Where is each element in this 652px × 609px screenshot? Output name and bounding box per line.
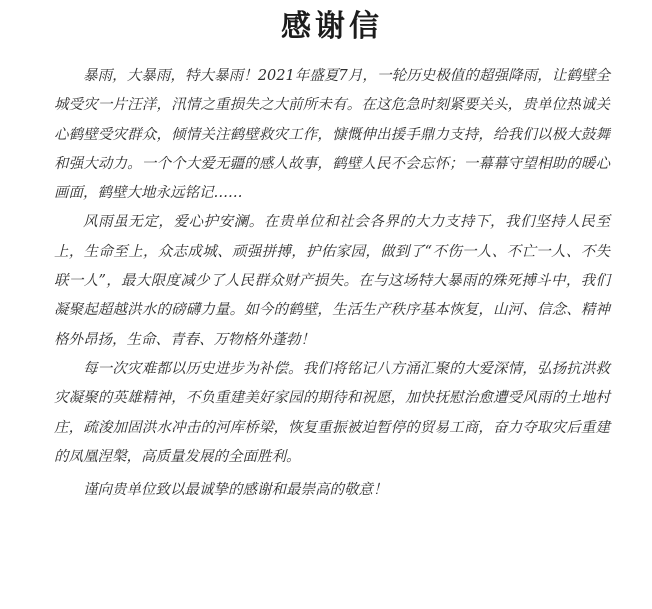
letter-body: [54, 62, 610, 505]
letter-title: 感谢信: [281, 9, 383, 44]
letter-paragraph-3: 每一次灾难都以历史进步为补偿。我们将铭记八方涌汇聚的大爱深情，弘扬抗洪救灾凝聚的英雄精神，不负重建美好家园的期待和祝愿，加快抚慰治愈遭受风雨的土地村庄，疏浚加固洪水冲击的河库桥梁，恢复重振被迫暂停的贸易工商，奋力夺取灾后重建的凤凰涅槃，高质量发展的全面胜利。: [54, 360, 610, 465]
letter-paragraph-2: 风雨虽无定，爱心护安澜。在贵单位和社会各界的大力支持下，我们坚持人民至上，生命至上，众志成城、顽强拼搏，护佑家园，做到了“不伤一人、不亡一人、不失联一人”，最大限度减少了人民群众财产损失。在与这场特大暴雨的殊死搏斗中，我们凝聚起超越洪水的磅礴力量。如今的鹤壁，生活生产秩序基本恢复，山河、信念、精神格外昂扬，生命、青春、万物格外蓬勃！: [54, 214, 610, 348]
letter-closing: 谨向贵单位致以最诚挚的感谢和最崇高的敬意！: [83, 482, 388, 499]
letter-paragraph-1: 暴雨，大暴雨，特大暴雨！2021年盛夏7月，一轮历史极值的超强降雨，让鹤壁全城受灾一片汪洋，汛情之重损失之大前所未有。在这危急时刻紧要关头，贵单位热诚关心鹤壁受灾群众，倾情关注鹤壁救灾工作，慷慨伸出援手鼎力支持，给我们以极大鼓舞和强大动力。一个个大爱无疆的感人故事，鹤壁人民不会忘怀；一幕幕守望相助的暖心画面，鹤壁大地永远铭记……: [54, 68, 610, 202]
